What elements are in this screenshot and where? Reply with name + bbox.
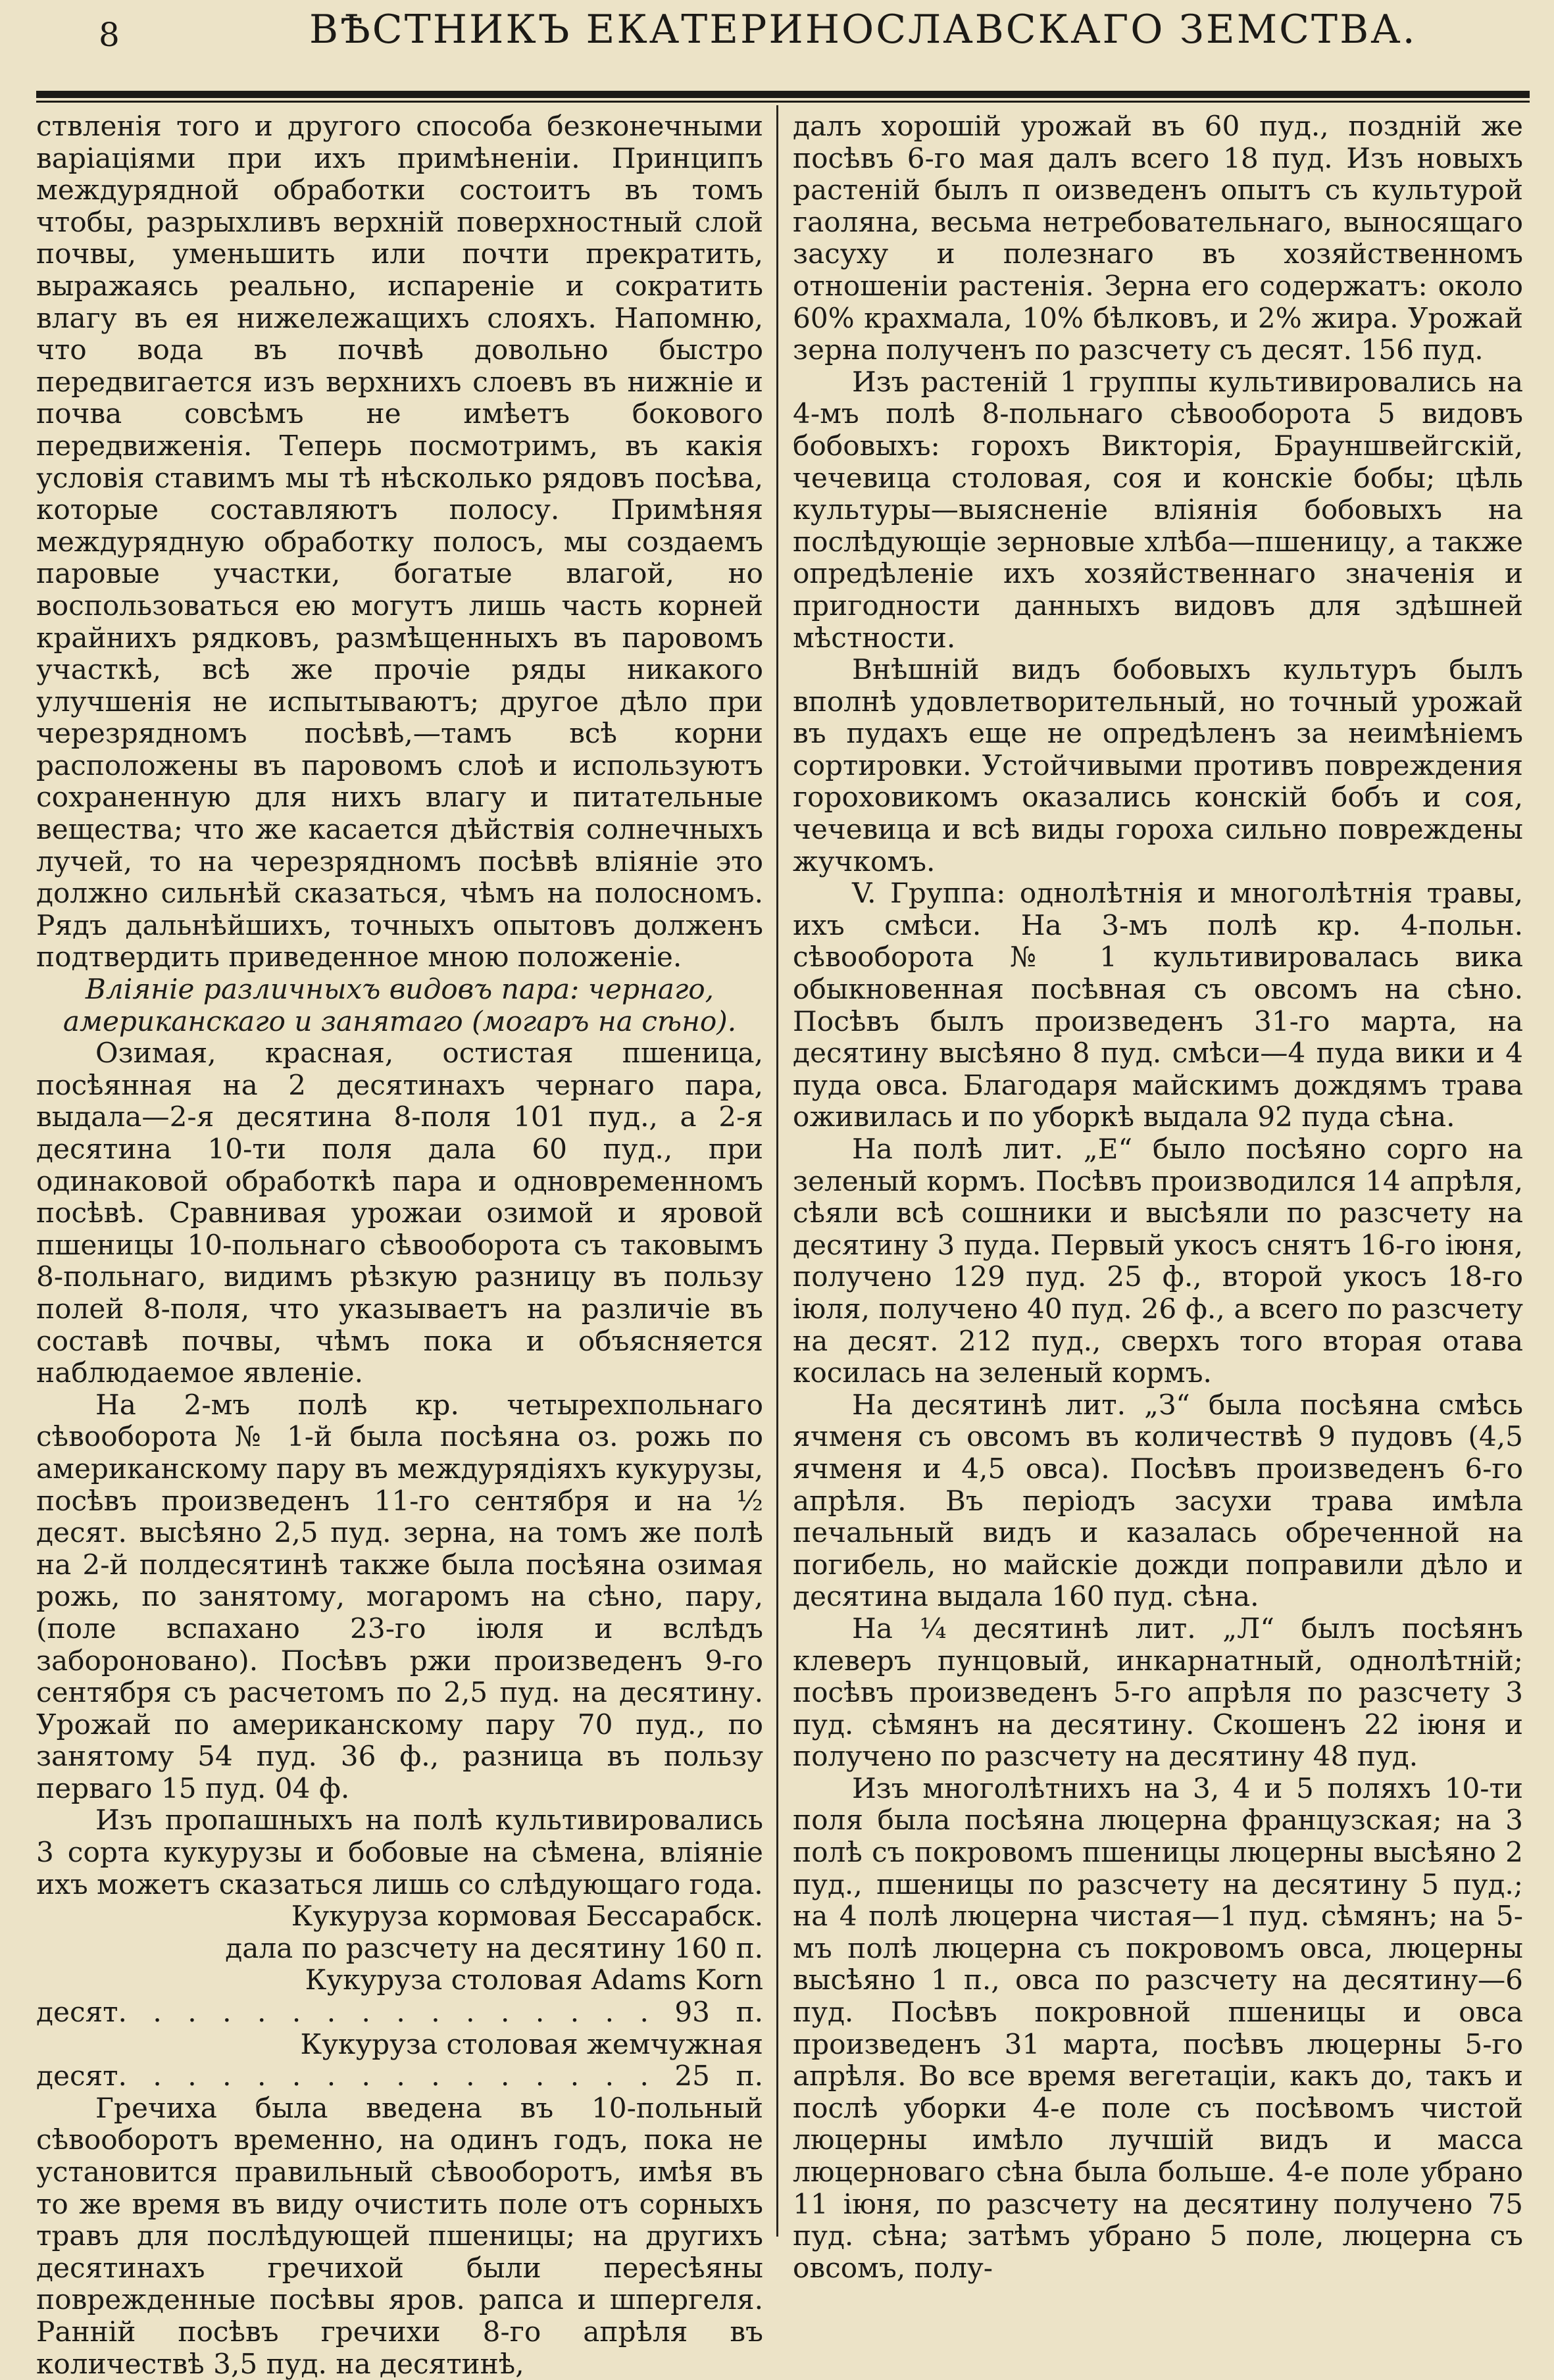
journal-title: ВѢСТНИКЪ ЕКАТЕРИНОСЛАВСКАГО ЗЕМСТВА.	[309, 7, 1417, 53]
paragraph: Изъ растеній 1 группы культивировались на 4-мъ полѣ 8-польнаго сѣвооборота 5 видовъ бобовыхъ: горохъ Викторія, Брауншвейгскій, чечевица столовая, соя и конскіе бобы; цѣль культуры—выясненіе вліянія бобовыхъ на послѣдующіе зерновые хлѣба—пшеницу, а также опредѣленіе ихъ хозяйственнаго значенія и пригодности данныхъ видовъ для здѣшней мѣстности.	[793, 365, 1523, 654]
paragraph: V. Группа: однолѣтнія и многолѣтнія травы, ихъ смѣси. На 3-мъ полѣ кр. 4-польн. сѣвооборота № 1 культивировалась вика обыкновенная посѣвная съ овсомъ на сѣно. Посѣвъ былъ произведенъ 31-го марта, на десятину высѣяно 8 пуд. смѣси—4 пуда вики и 4 пуда овса. Благодаря майскимъ дождямъ трава оживилась и по уборкѣ выдала 92 пуда сѣна.	[793, 877, 1523, 1133]
header-rule-thin	[36, 101, 1530, 103]
left-column	[36, 110, 763, 2380]
paragraph: Озимая, красная, остистая пшеница, посѣянная на 2 десятинахъ чернаго пара, выдала—2-я десятина 8-поля 101 пуд., а 2-я десятина 10-ти поля дала 60 пуд., при одинаковой обработкѣ пара и одновременномъ посѣвѣ. Сравнивая урожаи озимой и яровой пшеницы 10-польнаго сѣвооборота съ таковымъ 8-польнаго, видимъ рѣзкую разницу въ пользу полей 8-поля, что указываетъ на различіе въ составѣ почвы, чѣмъ пока и объясняется наблюдаемое явленіе.	[36, 1037, 763, 1389]
header-rule-thick	[36, 91, 1530, 98]
right-column	[793, 110, 1523, 2284]
paragraph: Изъ многолѣтнихъ на 3, 4 и 5 поляхъ 10-ти поля была посѣяна люцерна французская; на 3 полѣ съ покровомъ пшеницы люцерны высѣяно 2 пуд., пшеницы по разсчету на десятину 5 пуд.; на 4 полѣ люцерна чистая—1 пуд. сѣмянъ; на 5-мъ полѣ люцерна съ покровомъ овса, люцерны высѣяно 1 п., овса по разсчету на десятину—6 пуд. Посѣвъ покровной пшеницы и овса произведенъ 31 марта, посѣвъ люцерны 5-го апрѣля. Во все время вегетаціи, какъ до, такъ и послѣ уборки 4-е поле съ посѣвомъ чистой люцерны имѣло лучшій видъ и масса люцерноваго сѣна была больше. 4-е поле убрано 11 іюня, по разсчету на десятину получено 75 пуд. сѣна; затѣмъ убрано 5 поле, люцерна съ овсомъ, полу-	[793, 1772, 1523, 2284]
paragraph: Кукуруза кормовая Бессарабск.	[291, 1900, 763, 1933]
column-divider	[776, 105, 778, 2237]
paragraph: Внѣшній видъ бобовыхъ культуръ былъ вполнѣ удовлетворительный, но точный урожай въ пудахъ еще не опредѣленъ за неимѣніемъ сортировки. Устойчивыми противъ повреждения гороховикомъ оказались конскій бобъ и соя, чечевица и всѣ виды гороха сильно повреждены жучкомъ.	[793, 653, 1523, 878]
paragraph: дала по разсчету на десятину 160 п.	[225, 1931, 763, 1964]
paragraph: Вліяніе различныхъ видовъ пара: чернаго, американскаго и занятаго (могаръ на сѣно).	[63, 973, 737, 1037]
page-number: 8	[99, 16, 120, 54]
paragraph: На 2-мъ полѣ кр. четырехпольнаго сѣвооборота № 1-й была посѣяна оз. рожь по американскому пару въ междурядіяхъ кукурузы, посѣвъ произведенъ 11-го сентября и на ½ десят. высѣяно 2,5 пуд. зерна, на томъ же полѣ на 2-й полдесятинѣ также была посѣяна озимая рожь, по занятому, могаромъ на сѣно, пару, (поле вспахано 23-го іюля и вслѣдъ забороновано). Посѣвъ ржи произведенъ 9-го сентября съ расчетомъ по 2,5 пуд. на десятину. Урожай по американскому пару 70 пуд., по занятому 54 пуд. 36 ф., разница въ пользу перваго 15 пуд. 04 ф.	[36, 1388, 763, 1804]
paragraph: Гречиха была введена въ 10-польный сѣвооборотъ временно, на одинъ годъ, пока не установится правильный сѣвооборотъ, имѣя въ то же время въ виду очистить поле отъ сорныхъ травъ для послѣдующей пшеницы; на другихъ десятинахъ гречихой были пересѣяны поврежденные посѣвы яров. рапса и шпергеля. Ранній посѣвъ гречихи 8-го апрѣля въ количествѣ 3,5 пуд. на десятинѣ,	[36, 2091, 763, 2380]
paragraph: далъ хорошій урожай въ 60 пуд., поздній же посѣвъ 6-го мая далъ всего 18 пуд. Изъ новыхъ растеній былъ п оизведенъ опытъ съ культурой гаоляна, весьма нетребовательнаго, выносящаго засуху и полезнаго въ хозяйственномъ отношеніи растенія. Зерна его содержатъ: около 60% крахмала, 10% бѣлковъ, и 2% жира. Урожай зерна полученъ по разсчету съ десят. 156 пуд.	[793, 110, 1523, 366]
paragraph: Кукуруза столовая жемчужная	[300, 2027, 763, 2060]
paragraph: Кукуруза столовая Adams Korn	[305, 1964, 763, 1996]
paragraph: десят. . . . . . . . . . . . . . . . 25 п.	[36, 2060, 763, 2093]
paragraph: На ¼ десятинѣ лит. „Л“ былъ посѣянъ клеверъ пунцовый, инкарнатный, однолѣтній; посѣвъ произведенъ 5-го апрѣля по разсчету 3 пуд. сѣмянъ на десятину. Скошенъ 22 іюня и получено по разсчету на десятину 48 пуд.	[793, 1612, 1523, 1773]
paragraph: десят. . . . . . . . . . . . . . . . 93 п.	[36, 1996, 763, 2029]
paragraph: Изъ пропашныхъ на полѣ культивировались 3 сорта кукурузы и бобовые на сѣмена, вліяніе ихъ можетъ сказаться лишь со слѣдующаго года.	[36, 1804, 763, 1900]
paragraph: На полѣ лит. „Е“ было посѣяно сорго на зеленый кормъ. Посѣвъ производился 14 апрѣля, сѣяли всѣ сошники и высѣяли по разсчету на десятину 3 пуда. Первый укосъ снятъ 16-го іюня, получено 129 пуд. 25 ф., второй укосъ 18-го іюля, получено 40 пуд. 26 ф., а всего по разсчету на десят. 212 пуд., сверхъ того вторая отава косилась на зеленый кормъ.	[793, 1133, 1523, 1389]
paragraph: На десятинѣ лит. „З“ была посѣяна смѣсь ячменя съ овсомъ въ количествѣ 9 пудовъ (4,5 ячменя и 4,5 овса). Посѣвъ произведенъ 6-го апрѣля. Въ періодъ засухи трава имѣла печальный видъ и казалась обреченной на погибель, но майскіе дожди поправили дѣло и десятина выдала 160 пуд. сѣна.	[793, 1388, 1523, 1613]
paragraph: ствленія того и другого способа безконечными варіаціями при ихъ примѣненіи. Принципъ междурядной обработки состоитъ въ томъ чтобы, разрыхливъ верхній поверхностный слой почвы, уменьшить или почти прекратить, выражаясь реально, испареніе и сократить влагу въ ея нижележащихъ слояхъ. Напомню, что вода въ почвѣ довольно быстро передвигается изъ верхнихъ слоевъ въ нижніе и почва совсѣмъ не имѣетъ бокового передвиженія. Теперь посмотримъ, въ какія условія ставимъ мы тѣ нѣсколько рядовъ посѣва, которые составляютъ полосу. Примѣняя междурядную обработку полосъ, мы создаемъ паровые участки, богатые влагой, но воспользоваться ею могутъ лишь часть корней крайнихъ рядковъ, размѣщенныхъ въ паровомъ участкѣ, всѣ же прочіе ряды никакого улучшенія не испытываютъ; другое дѣло при черезрядномъ посѣвѣ,—тамъ всѣ корни расположены въ паровомъ слоѣ и используютъ сохраненную для нихъ влагу и питательные вещества; что же касается дѣйствія солнечныхъ лучей, то на черезрядномъ посѣвѣ вліяніе это должно сильнѣй сказаться, чѣмъ на полосномъ. Рядъ дальнѣйшихъ, точныхъ опытовъ долженъ подтвердить приведенное мною положеніе.	[36, 110, 763, 974]
